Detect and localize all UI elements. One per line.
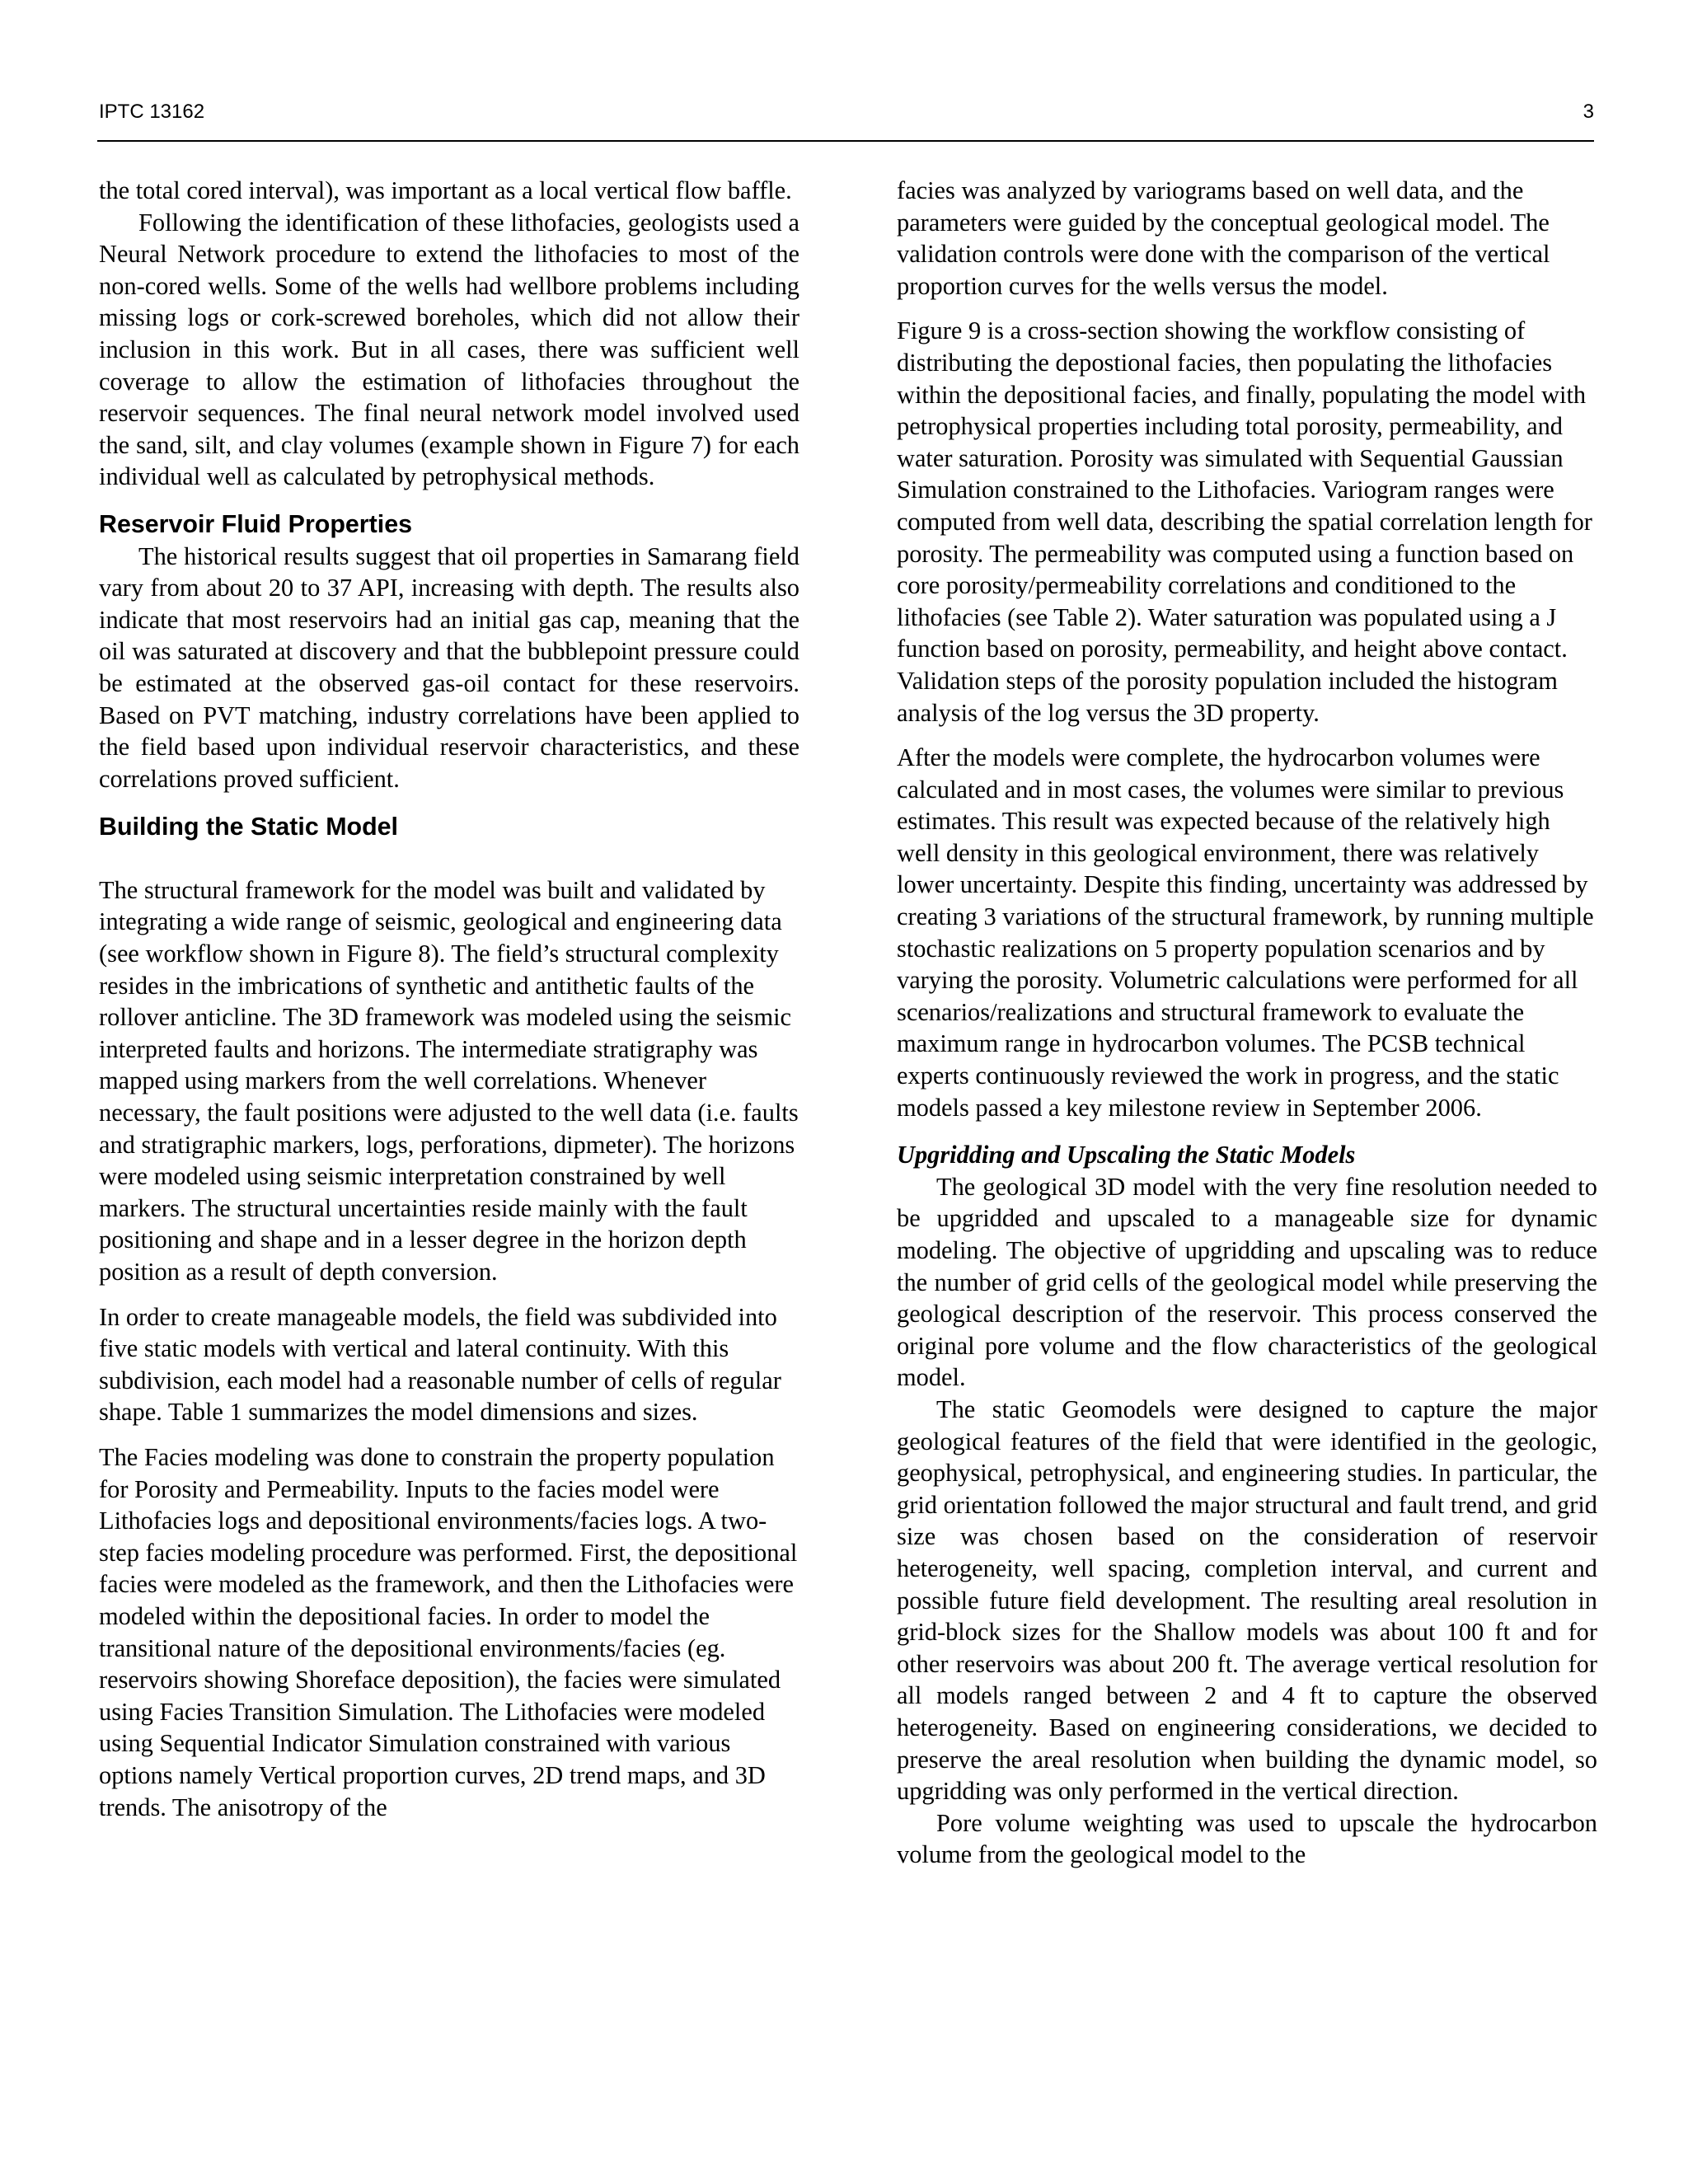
section-heading-reservoir-fluid-properties: Reservoir Fluid Properties [99, 509, 413, 538]
paragraph: Figure 9 is a cross-section showing the workflow consisting of distributing the depostional facies, then populating the lithofacies within the depositional facies, and finally, populating the model with petrophysical properties including total porosity, permeability, and water saturation. Porosity was simulated with Sequential Gaussian Simulation constrained to the Lithofacies. Variogram ranges were computed from well data, describing the spatial correlation length for porosity. The permeability was computed using a function based on core porosity/permeability correlations and conditioned to the lithofacies (see Table 2). Water saturation was populated using a J function based on porosity, permeability, and height above contact. Validation steps of the porosity population included the histogram analysis of the log versus the 3D property. [897, 316, 1592, 727]
left-column [99, 175, 799, 1823]
document-id: IPTC 13162 [99, 101, 205, 123]
paragraph: In order to create manageable models, the field was subdivided into five static models with vertical and lateral continuity. With this subdivision, each model had a reasonable number of cells of regular shape. Table 1 summarizes the model dimensions and sizes. [99, 1302, 781, 1427]
paragraph: the total cored interval), was important as a local vertical flow baffle. [99, 176, 792, 204]
paragraph: Pore volume weighting was used to upscale the hydrocarbon volume from the geological model to the [897, 1808, 1597, 1869]
paragraph: The geological 3D model with the very fine resolution needed to be upgridded and upscaled to a manageable size for dynamic modeling. The objective of upgridding and upscaling was to reduce the number of grid cells of the geological model while preserving the geological description of the reservoir. This process conserved the original pore volume and the flow characteristics of the geological model. [897, 1172, 1597, 1392]
paragraph: The static Geomodels were designed to capture the major geological features of the field that were identified in the geologic, geophysical, petrophysical, and engineering studies. In particular, the grid orientation followed the major structural and fault trend, and grid size was chosen based on the consideration of reservoir heterogeneity, well spacing, completion interval, and current and possible future field development. The resulting areal resolution in grid-block sizes for the Shallow models was about 100 ft and for other reservoirs was about 200 ft. The average vertical resolution for all models ranged between 2 and 4 ft to capture the observed heterogeneity. Based on engineering considerations, we decided to preserve the areal resolution when building the dynamic model, so upgridding was only performed in the vertical direction. [897, 1394, 1597, 1806]
right-column [897, 175, 1597, 1871]
paragraph: The historical results suggest that oil properties in Samarang field vary from about 20 to 37 API, increasing with depth. The results also indicate that most reservoirs had an initial gas cap, meaning that the oil was saturated at discovery and that the bubblepoint pressure could be estimated at the observed gas-oil contact for these reservoirs. Based on PVT matching, industry correlations have been applied to the field based upon individual reservoir characteristics, and these correlations proved sufficient. [99, 541, 799, 793]
paragraph: After the models were complete, the hydrocarbon volumes were calculated and in most cases, the volumes were similar to previous estimates. This result was expected because of the relatively high well density in this geological environment, there was relatively lower uncertainty. Despite this finding, uncertainty was addressed by creating 3 variations of the structural framework, by running multiple stochastic realizations on 5 property population scenarios and by varying the porosity. Volumetric calculations were performed for all scenarios/realizations and structural framework to evaluate the maximum range in hydrocarbon volumes. The PCSB technical experts continuously reviewed the work in progress, and the static models passed a key milestone review in September 2006. [897, 743, 1594, 1122]
paragraph: The Facies modeling was done to constrain the property population for Porosity and Permeability. Inputs to the facies model were Lithofacies logs and depositional environments/facies logs. A two-step facies modeling procedure was performed. First, the depositional facies were modeled as the framework, and then the Lithofacies were modeled within the depositional facies. In order to model the transitional nature of the depositional environments/facies (eg. reservoirs showing Shoreface deposition), the facies were simulated using Facies Transition Simulation. The Lithofacies were modeled using Sequential Indicator Simulation constrained with various options namely Vertical proportion curves, 2D trend maps, and 3D trends. The anisotropy of the [99, 1442, 798, 1821]
page-header [97, 91, 1594, 142]
paragraph: Following the identification of these lithofacies, geologists used a Neural Network procedure to extend the lithofacies to most of the non-cored wells. Some of the wells had wellbore problems including missing logs or cork-screwed boreholes, which did not allow their inclusion in this work. But in all cases, there was sufficient well coverage to allow the estimation of lithofacies throughout the reservoir sequences. The final neural network model involved used the sand, silt, and clay volumes (example shown in Figure 7) for each individual well as calculated by petrophysical methods. [99, 208, 799, 491]
paragraph: The structural framework for the model was built and validated by integrating a wide range of seismic, geological and engineering data (see workflow shown in Figure 8). The field’s structural complexity resides in the imbrications of synthetic and antithetic faults of the rollover anticline. The 3D framework was modeled using the seismic interpreted faults and horizons. The intermediate stratigraphy was mapped using markers from the well correlations. Whenever necessary, the fault positions were adjusted to the well data (i.e. faults and stratigraphic markers, logs, perforations, dipmeter). The horizons were modeled using seismic interpretation constrained by well markers. The structural uncertainties reside mainly with the fault positioning and shape and in a lesser degree in the horizon depth position as a result of depth conversion. [99, 875, 799, 1286]
subsection-heading-upgridding: Upgridding and Upscaling the Static Models [897, 1141, 1356, 1169]
page-number: 3 [1582, 101, 1594, 123]
paragraph: facies was analyzed by variograms based on well data, and the parameters were guided by the conceptual geological model. The validation controls were done with the comparison of the vertical proportion curves for the wells versus the model. [897, 176, 1550, 300]
section-heading-building-static-model: Building the Static Model [99, 813, 398, 841]
